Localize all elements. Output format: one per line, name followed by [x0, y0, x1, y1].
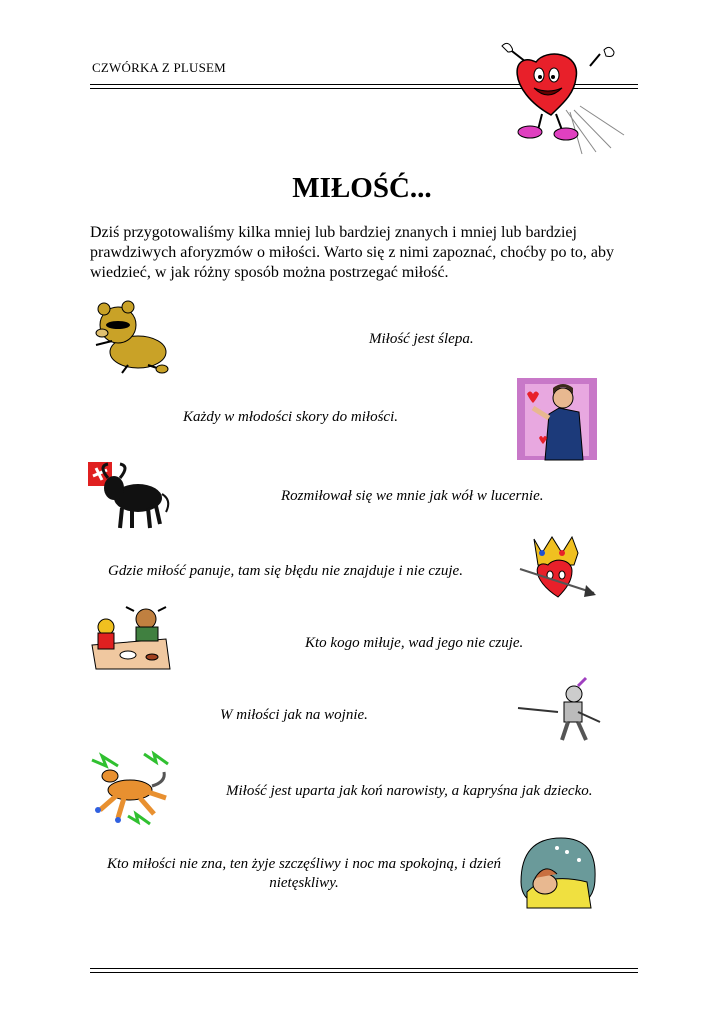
quote-8: Kto miłości nie zna, ten żyje szczęśliwy i noc ma spokojną, i dzień nietęskliwy.: [106, 856, 502, 891]
horse-clipart: [88, 750, 172, 830]
quote-2: Każdy w młodości skory do miłości.: [183, 409, 398, 425]
heart-mascot-clipart: [496, 40, 631, 158]
running-header: CZWÓRKA Z PLUSEM: [92, 60, 226, 75]
man-with-hearts-clipart: [517, 378, 597, 460]
quote-6: W miłości jak na wojnie.: [220, 707, 368, 723]
crowned-heart-clipart: [520, 535, 596, 607]
footer-rule-bottom: [90, 972, 638, 973]
quote-4: Gdzie miłość panuje, tam się błędu nie znajduje i nie czuje.: [108, 563, 463, 579]
quote-7: Miłość jest uparta jak koń narowisty, a kapryśna jak dziecko.: [226, 783, 593, 799]
footer-rule-top: [90, 968, 638, 969]
bear-clipart: [88, 297, 174, 375]
sleeping-person-clipart: [517, 832, 597, 912]
quote-5: Kto kogo miłuje, wad jego nie czuje.: [305, 635, 524, 651]
page-title: MIŁOŚĆ...: [292, 172, 432, 204]
quote-1: Miłość jest ślepa.: [369, 331, 474, 347]
intro-paragraph: Dziś przygotowaliśmy kilka mniej lub bardziej znanych i mniej lub bardziej prawdziwych aforyzmów o miłości. Warto się z nimi zapoznać, choćby po to, aby wiedzieć, w jak różny sposób można postrzegać miłość.: [90, 224, 615, 281]
quote-3: Rozmiłował się we mnie jak wół w lucernie.: [281, 488, 544, 504]
feast-clipart: [86, 605, 172, 671]
ox-clipart: [88, 458, 172, 532]
knight-clipart: [518, 678, 600, 748]
